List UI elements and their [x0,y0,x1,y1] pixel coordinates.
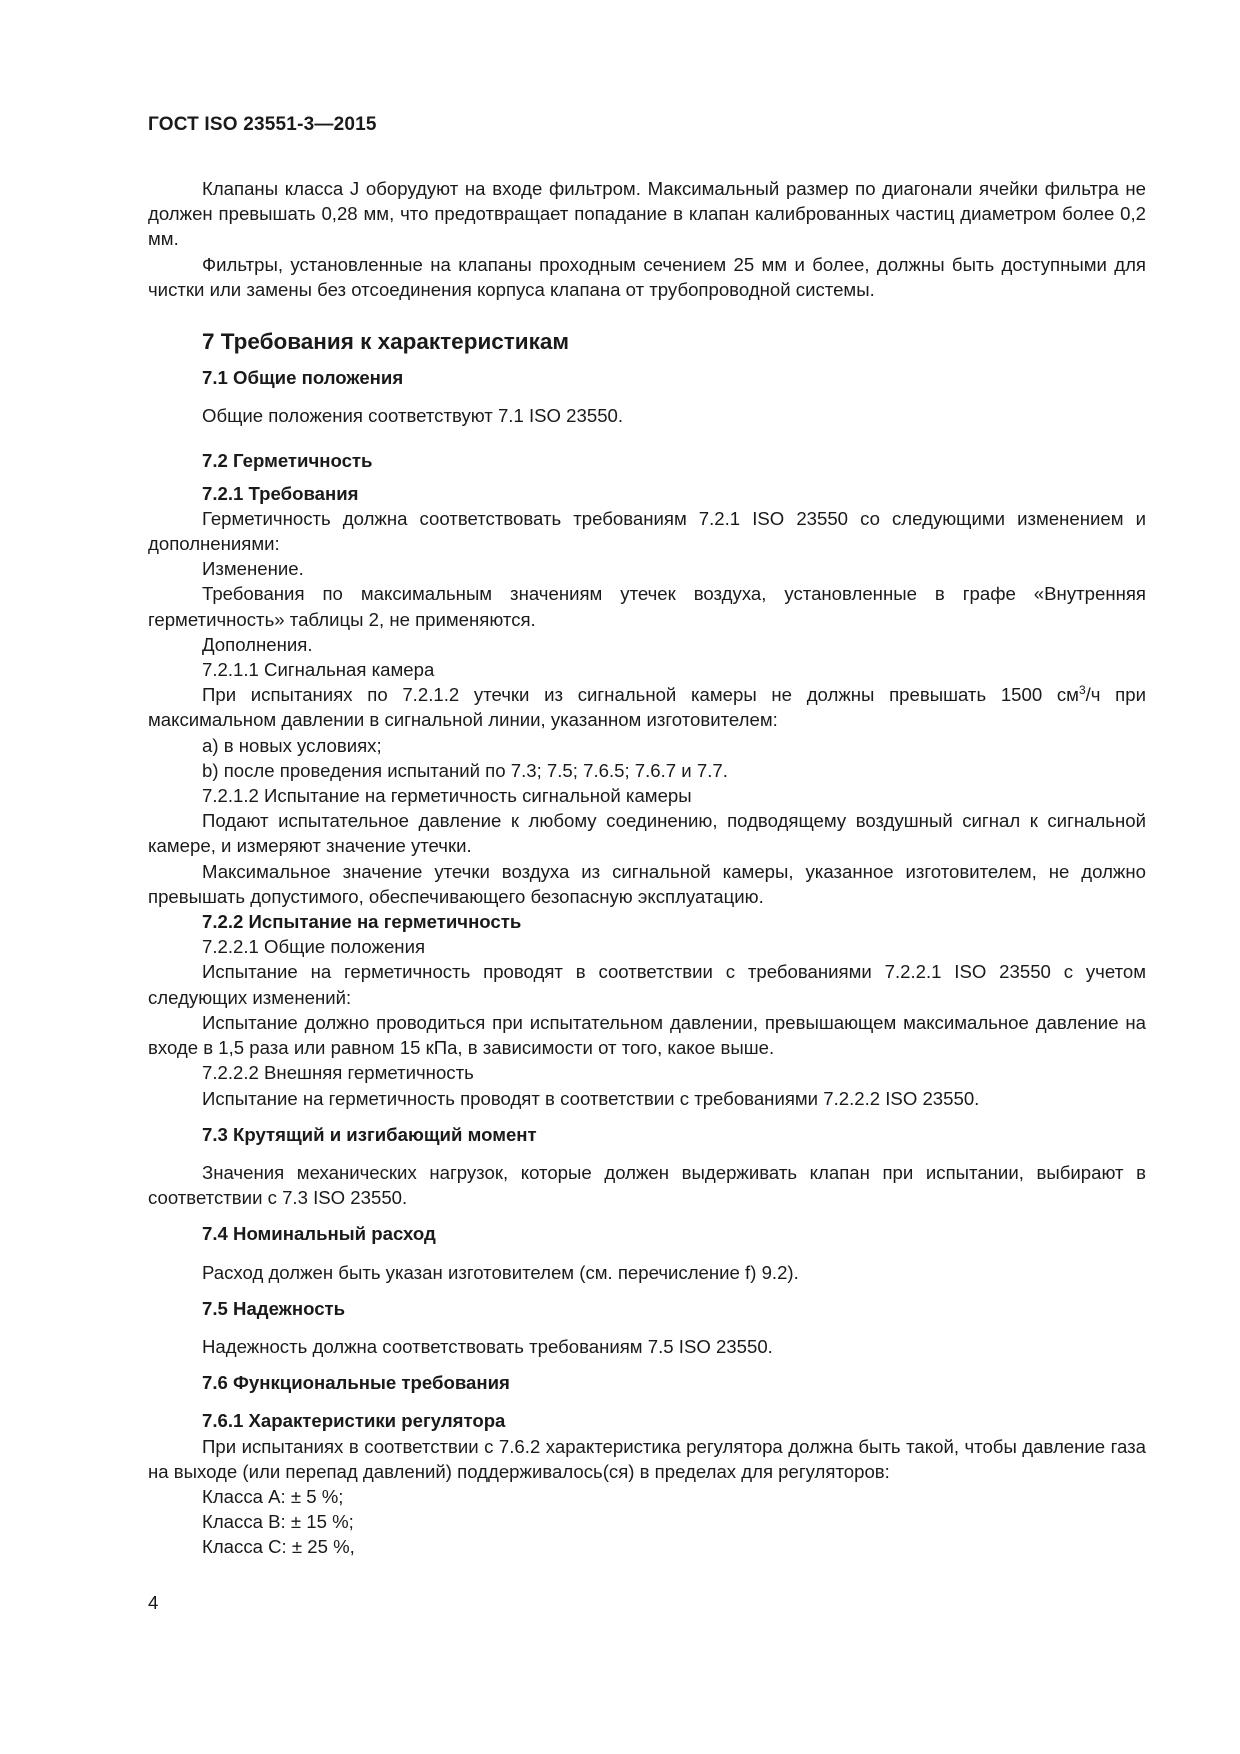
section-7-2-1-2-paragraph-2: Максимальное значение утечки воздуха из сигнальной камеры, указанное изготовителем, не должно превышать допустимого, обеспечивающего безопасную эксплуатацию. [148,860,1146,907]
section-7-2-1-2-heading: 7.2.1.2 Испытание на герметичность сигнальной камеры [202,785,692,807]
section-7-4-heading: 7.4 Номинальный расход [202,1223,436,1245]
class-b-limit: Класса В: ± 15 %; [202,1511,354,1533]
section-7-5-text: Надежность должна соответствовать требованиям 7.5 ISO 23550. [202,1335,773,1357]
section-7-3-text: Значения механических нагрузок, которые должен выдерживать клапан при испытании, выбирают в соответствии с 7.3 ISO 23550. [148,1161,1146,1209]
document-code-header: ГОСТ ISO 23551-3—2015 [148,114,377,135]
section-7-2-2-2-heading: 7.2.2.2 Внешняя герметичность [202,1062,474,1084]
section-7-2-2-2-paragraph: Испытание на герметичность проводят в соответствии с требованиями 7.2.2.2 ISO 23550. [202,1087,980,1109]
list-item-a: a) в новых условиях; [202,734,382,756]
section-7-2-2-heading: 7.2.2 Испытание на герметичность [202,911,522,933]
section-7-2-2-1-paragraph-1: Испытание на герметичность проводят в соответствии с требованиями 7.2.2.1 ISO 23550 с учетом следующих изменений: [148,961,1146,1008]
class-c-limit: Класса С: ± 25 %, [202,1536,355,1558]
section-7-2-1-paragraph: Герметичность должна соответствовать требованиям 7.2.1 ISO 23550 со следующими изменением и дополнениями: [148,507,1146,555]
additions-label: Дополнения. [202,633,313,655]
change-paragraph: Требования по максимальным значениям утечек воздуха, установленные в графе «Внутренняя герметичность» таблицы 2, не применяются. [148,583,1146,630]
section-7-5-heading: 7.5 Надежность [202,1297,346,1319]
section-7-2-2-1-heading: 7.2.2.1 Общие положения [202,936,426,958]
section-7-1-heading: 7.1 Общие положения [202,367,404,389]
class-a-limit: Класса А: ± 5 %; [202,1485,344,1507]
section-7-2-heading: 7.2 Герметичность [202,450,373,472]
change-label: Изменение. [202,558,304,580]
section-7-6-heading: 7.6 Функциональные требования [202,1372,510,1394]
section-7-2-1-2-paragraph-1: Подают испытательное давление к любому соединению, подводящему воздушный сигнал к сигнальной камере, и измеряют значение утечки. [148,810,1146,857]
leak-limit-text-part2: /ч при максимальном давлении в сигнальной линии, указанном изготовителем: [148,684,1146,731]
section-7-heading: 7 Требования к характеристикам [202,329,570,355]
section-7-2-1-heading: 7.2.1 Требования [202,482,359,504]
section-7-2-1-1-heading: 7.2.1.1 Сигнальная камера [202,659,435,681]
list-item-b: b) после проведения испытаний по 7.3; 7.5; 7.6.5; 7.6.7 и 7.7. [202,759,728,781]
section-7-2-2-1-paragraph-2: Испытание должно проводиться при испытательном давлении, превышающем максимальное давление на входе в 1,5 раза или равном 15 кПа, в зависимости от того, какое выше. [148,1011,1146,1059]
intro-paragraph-filter: Клапаны класса J оборудуют на входе фильтром. Максимальный размер по диагонали ячейки фильтра не должен превышать 0,28 мм, что предотвращает попадание в клапан калиброванных частиц диаметром более 0,2 мм. [148,178,1146,250]
superscript-three: 3 [1078,683,1086,698]
leak-limit-text-part1: При испытаниях по 7.2.1.2 утечки из сигнальной камеры не должны превышать 1500 см [202,684,1079,706]
page-number: 4 [148,1592,159,1613]
section-7-4-text: Расход должен быть указан изготовителем (см. перечисление f) 9.2). [202,1261,799,1283]
section-7-2-1-1-paragraph [148,682,1146,732]
section-7-3-heading: 7.3 Крутящий и изгибающий момент [202,1123,537,1145]
intro-paragraph-filter-access: Фильтры, установленные на клапаны проходным сечением 25 мм и более, должны быть доступными для чистки или замены без отсоединения корпуса клапана от трубопроводной системы. [148,253,1146,300]
section-7-6-1-paragraph: При испытаниях в соответствии с 7.6.2 характеристика регулятора должна быть такой, чтобы давление газа на выходе (или перепад давлений) поддерживалось(ся) в пределах для регуляторов: [148,1435,1146,1482]
section-7-1-text: Общие положения соответствуют 7.1 ISO 23550. [202,405,624,427]
document-body [148,176,1146,1560]
section-7-6-1-heading: 7.6.1 Характеристики регулятора [202,1410,506,1432]
